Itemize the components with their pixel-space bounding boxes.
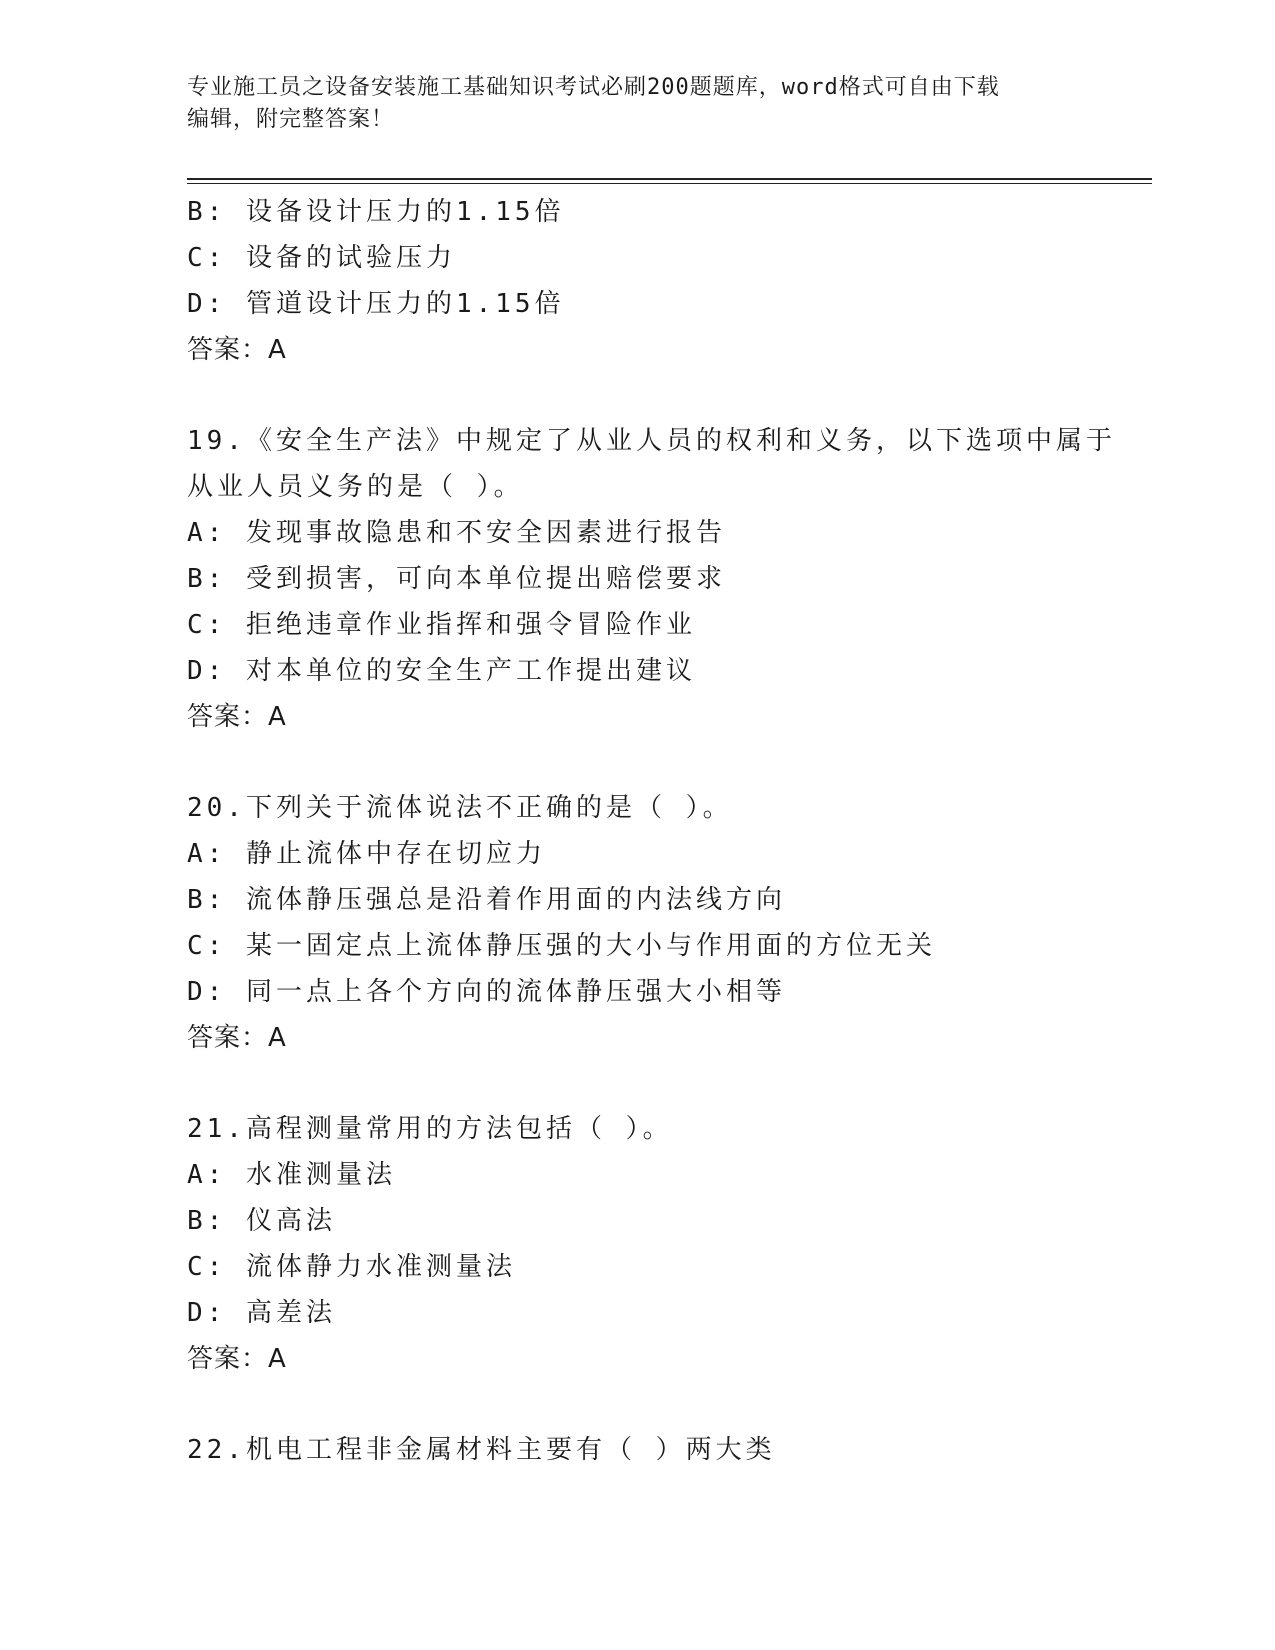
question-list — [187, 189, 1147, 1473]
option-b: B: 流体静压强总是沿着作用面的内法线方向 — [187, 885, 786, 915]
option-a: A: 水准测量法 — [187, 1160, 396, 1190]
option-a: A: 发现事故隐患和不安全因素进行报告 — [187, 518, 726, 548]
spacer — [187, 740, 1147, 785]
answer: 答案：A — [187, 1023, 287, 1053]
question-text: 22.机电工程非金属材料主要有（ ）两大类 — [187, 1435, 776, 1465]
question-text-line2: 从业人员义务的是（ ）。 — [187, 472, 524, 502]
option-c: C: 流体静力水准测量法 — [187, 1252, 516, 1282]
question-19 — [187, 418, 1147, 740]
question-20 — [187, 785, 1147, 1061]
question-text-line1: 19.《安全生产法》中规定了从业人员的权利和义务，以下选项中属于 — [187, 426, 1116, 456]
option-c: C: 拒绝违章作业指挥和强令冒险作业 — [187, 610, 696, 640]
option-b: B: 设备设计压力的1.15倍 — [187, 197, 565, 227]
question-21 — [187, 1106, 1147, 1382]
answer: 答案：A — [187, 1344, 287, 1374]
option-c: C: 某一固定点上流体静压强的大小与作用面的方位无关 — [187, 931, 936, 961]
header-title-line2: 编辑，附完整答案！ — [187, 107, 395, 132]
question-22 — [187, 1427, 1147, 1473]
option-b: B: 仪高法 — [187, 1206, 336, 1236]
header-divider-thick — [187, 178, 1152, 180]
spacer — [187, 1382, 1147, 1427]
question-text: 20.下列关于流体说法不正确的是（ ）。 — [187, 793, 733, 823]
option-a: A: 静止流体中存在切应力 — [187, 839, 546, 869]
question-18 — [187, 189, 1147, 373]
spacer — [187, 373, 1147, 418]
page-header — [187, 72, 1087, 136]
option-b: B: 受到损害，可向本单位提出赔偿要求 — [187, 564, 726, 594]
answer: 答案：A — [187, 335, 287, 365]
option-d: D: 高差法 — [187, 1298, 336, 1328]
option-c: C: 设备的试验压力 — [187, 243, 456, 273]
option-d: D: 同一点上各个方向的流体静压强大小相等 — [187, 977, 786, 1007]
option-d: D: 管道设计压力的1.15倍 — [187, 289, 565, 319]
option-d: D: 对本单位的安全生产工作提出建议 — [187, 656, 696, 686]
header-divider-thin — [187, 183, 1152, 184]
question-text: 21.高程测量常用的方法包括（ ）。 — [187, 1114, 673, 1144]
spacer — [187, 1061, 1147, 1106]
header-title-line1: 专业施工员之设备安装施工基础知识考试必刷200题题库，word格式可自由下载 — [187, 75, 1000, 100]
answer: 答案：A — [187, 702, 287, 732]
